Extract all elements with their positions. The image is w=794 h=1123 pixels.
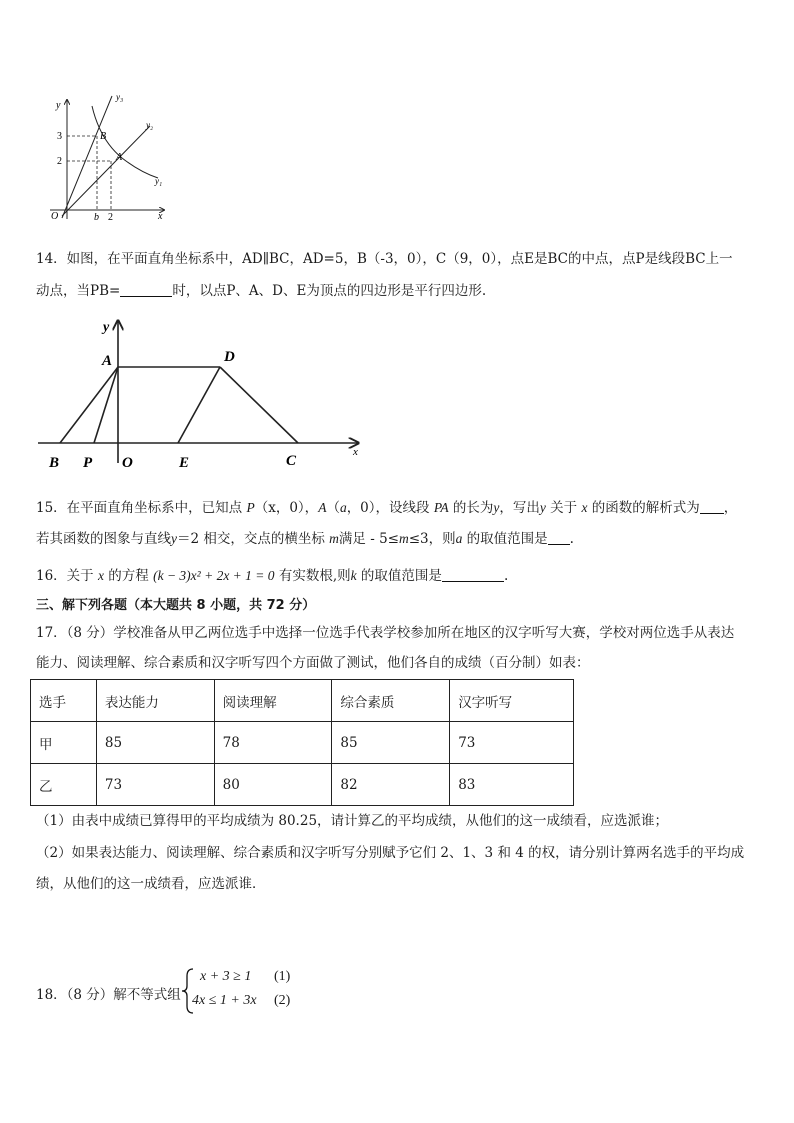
q17-part-1: （1）由表中成绩已算得甲的平均成绩为 80.25，请计算乙的平均成绩，从他们的这一成绩看，应选派谁； bbox=[36, 813, 669, 829]
fig2-point-O: O bbox=[122, 455, 133, 471]
q16-text: 16．关于 bbox=[36, 568, 98, 584]
q15-text: 满足 - 5≤ bbox=[338, 531, 399, 547]
fig2-point-C: C bbox=[286, 453, 297, 469]
scores-table bbox=[30, 679, 574, 806]
fig1-xtick-2: 2 bbox=[108, 212, 113, 223]
table-header-cell: 综合素质 bbox=[332, 680, 450, 722]
fig1-curve-label-y2: y₂ bbox=[146, 120, 154, 130]
table-header-cell: 表达能力 bbox=[96, 680, 214, 722]
inequality-1-number: (1) bbox=[274, 969, 291, 984]
q16-text: 的取值范围是 bbox=[356, 568, 442, 584]
q14-text-a: 动点，当PB= bbox=[36, 283, 121, 299]
inequality-2 bbox=[192, 993, 257, 1009]
table-cell: 73 bbox=[96, 764, 214, 806]
table-cell: 乙 bbox=[31, 764, 97, 806]
fig1-origin: O bbox=[51, 211, 59, 222]
table-cell: 85 bbox=[96, 722, 214, 764]
table-header-cell: 汉字听写 bbox=[450, 680, 574, 722]
q16-var-x: x bbox=[97, 568, 104, 583]
q15-text: 关于 bbox=[545, 500, 582, 516]
q16-answer-blank[interactable] bbox=[442, 581, 504, 582]
table-cell: 85 bbox=[332, 722, 450, 764]
q15-var-a: a bbox=[339, 500, 347, 515]
figure-2-graph bbox=[36, 315, 376, 473]
q15-var-A: A bbox=[318, 500, 327, 515]
segment-BA bbox=[60, 367, 118, 443]
q15-text: （x，0）， bbox=[254, 500, 319, 516]
q15-text: ≤3，则 bbox=[408, 531, 456, 547]
fig2-point-P: P bbox=[83, 455, 93, 471]
q16-var-k: k bbox=[350, 568, 357, 583]
q15-line-1 bbox=[36, 498, 758, 518]
q17-part-2-line-1: （2）如果表达能力、阅读理解、综合素质和汉字听写分别赋予它们 2、1、3 和 4 的权，请分别计算两名选手的平均成 bbox=[36, 845, 745, 861]
table-row bbox=[31, 722, 574, 764]
segment-DC bbox=[220, 367, 298, 443]
q17-line-2: 能力、阅读理解、综合素质和汉字听写四个方面做了测试，他们各自的成绩（百分制）如表： bbox=[36, 655, 590, 671]
q15-text: ，0），设线段 bbox=[346, 500, 434, 516]
segment-PA bbox=[94, 367, 118, 443]
q15-line-2 bbox=[36, 529, 758, 549]
q15-var-x: x bbox=[581, 500, 588, 515]
fig1-ytick-2: 2 bbox=[57, 156, 62, 167]
q16-text: . bbox=[503, 568, 509, 584]
q15-var-PA: PA bbox=[433, 500, 449, 515]
q15-var-a: a bbox=[455, 531, 463, 546]
fig1-xtick-b: b bbox=[94, 212, 99, 223]
q14-line-2 bbox=[36, 281, 758, 301]
table-row bbox=[31, 764, 574, 806]
q15-text: ，写出 bbox=[499, 500, 540, 516]
q15-var-m: m bbox=[329, 531, 339, 546]
q15-text: 15．在平面直角坐标系中，已知点 bbox=[36, 500, 247, 516]
table-header-cell: 阅读理解 bbox=[214, 680, 332, 722]
table-cell: 78 bbox=[214, 722, 332, 764]
fig1-curve-label-y1: y₁ bbox=[155, 176, 163, 186]
q15-var-y: y bbox=[493, 500, 500, 515]
q15-text: （ bbox=[326, 500, 340, 516]
table-cell: 73 bbox=[450, 722, 574, 764]
q16-text: 有实数根,则 bbox=[274, 568, 351, 584]
q15-text: ＝2 相交，交点的横坐标 bbox=[177, 531, 330, 547]
q16-line bbox=[36, 566, 758, 586]
inequality-2-number: (2) bbox=[274, 993, 291, 1008]
q15-var-P: P bbox=[246, 500, 255, 515]
q17-part-2-line-2: 绩，从他们的这一成绩看，应选派谁． bbox=[36, 876, 266, 892]
fig2-x-label: x bbox=[353, 446, 358, 458]
q18-prefix: 18．（8 分）解不等式组 bbox=[36, 987, 181, 1003]
q14-text-b: 时，以点P、A、D、E为顶点的四边形是平行四边形. bbox=[172, 283, 487, 299]
fig2-point-E: E bbox=[179, 455, 190, 471]
fig2-point-B: B bbox=[49, 455, 60, 471]
inequality-1-expr: x + 3 ≥ 1 bbox=[200, 969, 252, 984]
fig1-point-A: A bbox=[116, 152, 123, 163]
q15-text: 的长为 bbox=[448, 500, 494, 516]
table-cell: 82 bbox=[332, 764, 450, 806]
q15-var-m: m bbox=[398, 531, 409, 546]
curve-y1 bbox=[92, 106, 158, 178]
q15-var-y: y bbox=[171, 531, 177, 546]
inequality-1 bbox=[200, 969, 251, 985]
segment-ED bbox=[178, 367, 220, 443]
q17-line-1: 17．（8 分）学校准备从甲乙两位选手中选择一位选手代表学校参加所在地区的汉字听写大赛，学校对两位选手从表达 bbox=[36, 625, 735, 641]
fig1-point-B: B bbox=[100, 131, 107, 142]
q14-line-1: 14．如图，在平面直角坐标系中，AD∥BC，AD=5，B（-3，0），C（9，0），点E是BC的中点，点P是线段BC上一 bbox=[36, 251, 733, 267]
table-cell: 甲 bbox=[31, 722, 97, 764]
q15-text: 的函数的解析式为 bbox=[587, 500, 700, 516]
q15-text: . bbox=[569, 531, 574, 547]
q15-text: 若其函数的图象与直线 bbox=[36, 531, 171, 547]
q15-var-y: y bbox=[539, 500, 546, 515]
fig1-curve-label-y3: y₃ bbox=[116, 92, 124, 102]
q15-answer-blank-2[interactable] bbox=[548, 544, 570, 545]
table-header-cell: 选手 bbox=[31, 680, 97, 722]
q15-text: ， bbox=[723, 500, 738, 516]
table-cell: 83 bbox=[450, 764, 574, 806]
table-cell: 80 bbox=[214, 764, 332, 806]
q15-answer-blank-1[interactable] bbox=[700, 513, 724, 514]
q15-text: 的取值范围是 bbox=[462, 531, 548, 547]
q16-text: 的方程 bbox=[103, 568, 154, 584]
inequality-2-expr: 4x ≤ 1 + 3x bbox=[192, 993, 257, 1008]
curve-y3 bbox=[62, 96, 112, 218]
fig2-y-label: y bbox=[103, 320, 110, 335]
fig1-x-label: x bbox=[158, 211, 163, 222]
fig1-ytick-3: 3 bbox=[57, 131, 62, 142]
fig2-point-A: A bbox=[102, 353, 113, 369]
q16-equation: (k − 3)x² + 2x + 1 = 0 bbox=[153, 568, 275, 583]
fig1-y-label: y bbox=[56, 100, 61, 111]
figure-1-graph bbox=[40, 88, 175, 223]
q14-answer-blank[interactable] bbox=[120, 296, 172, 297]
table-header-row bbox=[31, 680, 574, 722]
section-3-heading: 三、解下列各题（本大题共 8 小题，共 72 分） bbox=[36, 598, 316, 613]
fig2-point-D: D bbox=[224, 349, 235, 365]
